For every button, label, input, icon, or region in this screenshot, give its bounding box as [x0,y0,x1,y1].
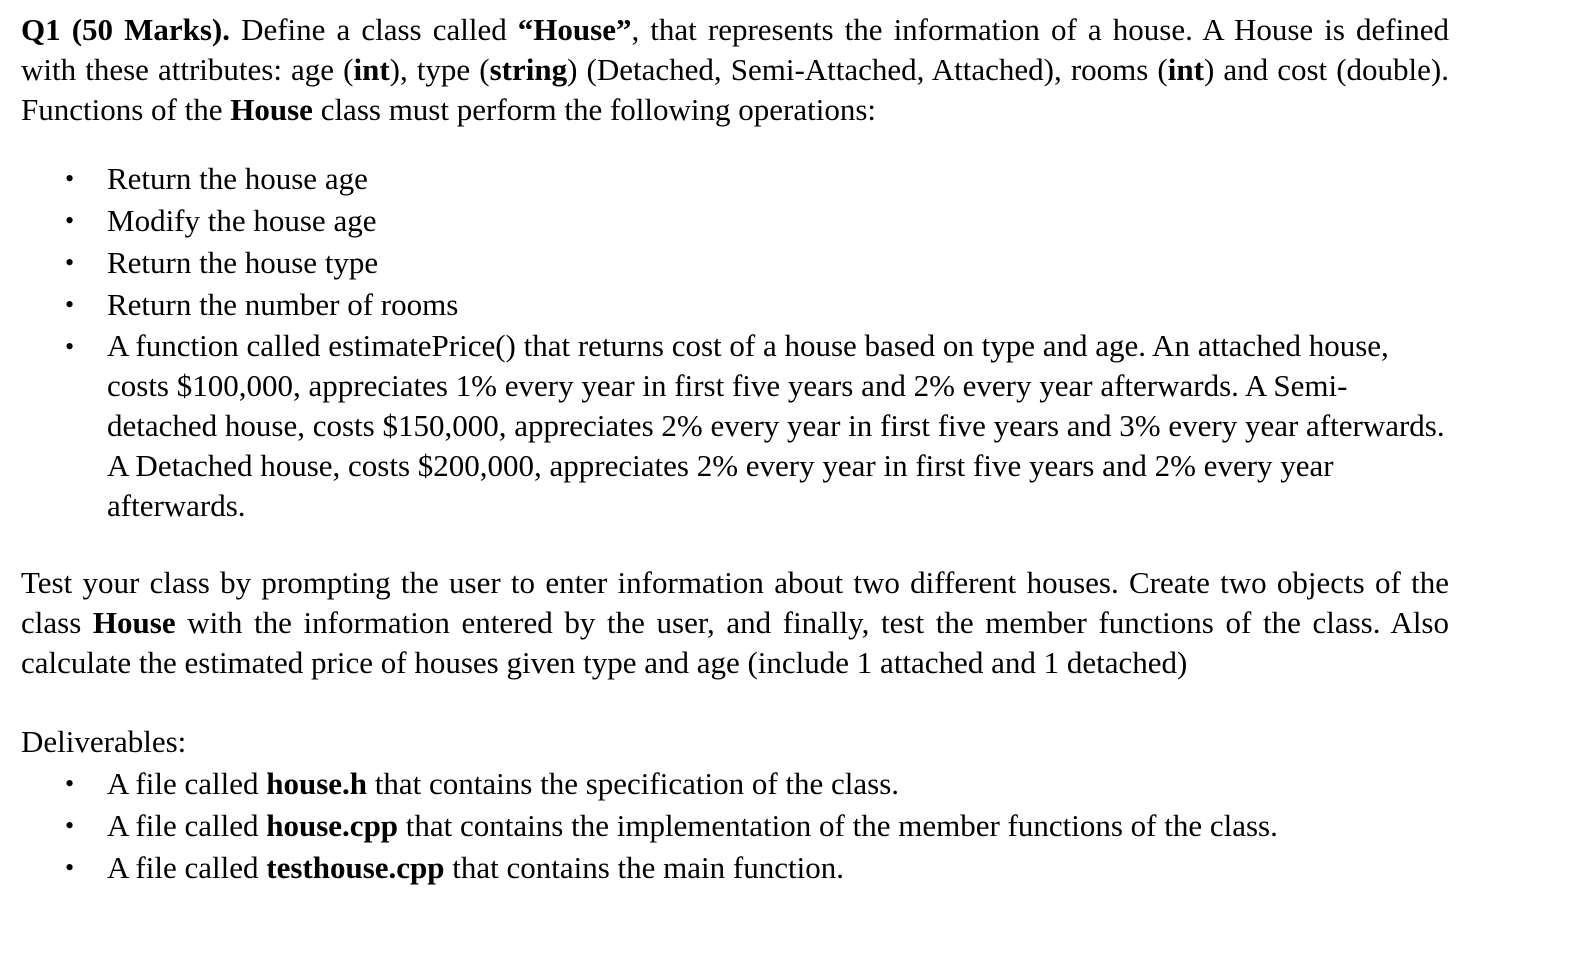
bullet-icon: • [65,206,75,235]
assignment-document [21,10,1449,889]
bullet-icon: • [65,769,75,798]
list-item: • A file called testhouse.cpp that contains the main function. [21,847,1449,889]
bullet-icon: • [65,164,75,193]
file-name: testhouse.cpp [266,850,445,885]
bullet-icon: • [65,853,75,882]
list-item: • A file called house.h that contains the specification of the class. [21,763,1449,805]
bullet-icon: • [65,332,75,361]
class-name-bold: House [230,92,313,127]
list-item: • Modify the house age [21,200,1449,242]
bullet-icon: • [65,290,75,319]
deliverables-section [21,721,1449,889]
file-name: house.cpp [266,808,399,843]
question-label: Q1 (50 Marks). [21,12,230,47]
list-item: • Return the number of rooms [21,284,1449,326]
class-name-quoted: “House” [517,12,632,47]
list-item-estimate-price: • A function called estimatePrice() that returns cost of a house based on type and age. An attached house, costs $100,000, appreciates 1% every year in first five years and 2% every year afterwards. A Semi-detached house, costs $150,000, appreciates 2% every year in first five years and 3% every year afterwards. A Detached house, costs $200,000, appreciates 2% every year in first five years and 2% every year afterwards. [65,328,1445,523]
list-item: • A file called house.cpp that contains the implementation of the member functions of the class. [21,805,1449,847]
deliverables-list [21,763,1449,889]
file-name: house.h [266,766,368,801]
list-item: • Return the house age [21,158,1449,200]
question-intro: Q1 (50 Marks). Define a class called “House”, that represents the information of a house. A House is defined with these attributes: age (int), type (string) (Detached, Semi-Attached, Attached), rooms (int) and cost (double). Functions of the House class must perform the following operations: [21,12,1449,127]
deliverables-heading: Deliverables: [21,724,187,759]
class-name-bold: House [92,605,176,640]
test-instructions: Test your class by prompting the user to enter information about two different houses. Create two objects of the class House with the information entered by the user, and finally, test the member functions of the class. Also calculate the estimated price of houses given type and age (include 1 attached and 1 detached) [21,565,1449,680]
list-item: • Return the house type [21,242,1449,284]
operations-list [21,158,1449,526]
bullet-icon: • [65,248,75,277]
bullet-icon: • [65,811,75,840]
